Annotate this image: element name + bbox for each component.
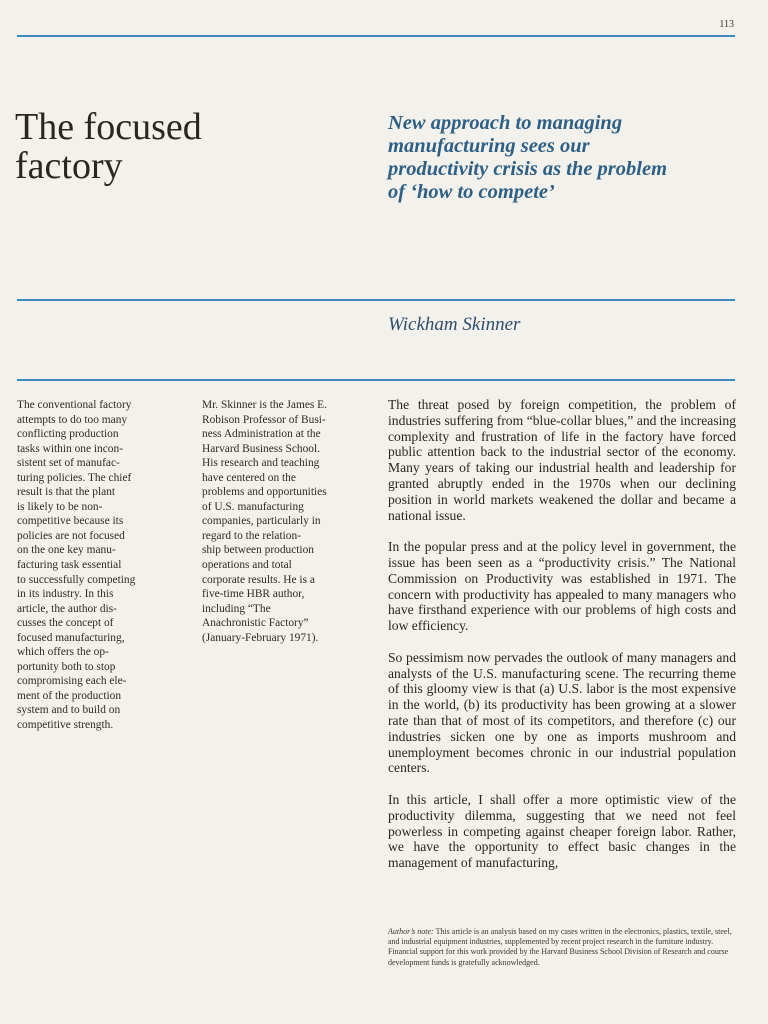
summary-line: focused manufacturing, [17,631,125,644]
bio-line: companies, particularly in [202,515,321,528]
bio-line: ness Administration at the [202,428,321,441]
top-rule [17,35,735,37]
subtitle-line: manufacturing sees our [388,135,590,157]
bio-line: operations and total [202,559,292,572]
summary-line: competitive strength. [17,719,114,732]
author-byline: Wickham Skinner [388,314,521,335]
page-number: 113 [719,19,734,30]
summary-line: which offers the op- [17,646,109,659]
author-note-text: This article is an analysis based on my cases written in the electronics, plastics, textile, steel, and industrial equipment industries, supplemented by recent project research in the furniture industry. Financial support for this work provided by the Harvard Business School Division of Research and course development funds is gratefully acknowledged. [388,927,732,967]
summary-line: compromising each ele- [17,675,127,688]
author-note [388,927,733,968]
bio-line: Robison Professor of Busi- [202,413,326,426]
summary-line: in its industry. In this [17,588,114,601]
title-line: The focused [15,106,202,148]
summary-line: competitive because its [17,515,124,528]
bio-line: ship between production [202,544,314,557]
bio-line: regard to the relation- [202,529,301,542]
bio-line: Anachronistic Factory” [202,617,309,630]
body-paragraph: So pessimism now pervades the outlook of many managers and analysts of the U.S. manufacturing scene. The recurring theme of this gloomy view is that (a) U.S. labor is the most expensive in the world, (b) its productivity has been growing at a slower rate than that of most of its competitors, and therefore (c) our industries sicken one by one as imports mushroom and unemployment becomes chronic in our industrial population centers. [388,649,736,776]
mid-rule [17,299,735,301]
summary-line: ment of the production [17,689,122,702]
bio-line: five-time HBR author, [202,588,305,601]
bio-line: Mr. Skinner is the James E. [202,399,327,411]
summary-line: portunity both to stop [17,660,116,673]
summary-line: sistent set of manufac- [17,457,120,470]
summary-line: tasks within one incon- [17,442,123,455]
bio-line: including “The [202,602,271,615]
summary-line: is likely to be non- [17,500,103,513]
summary-line: cusses the concept of [17,617,114,630]
summary-line: system and to build on [17,704,121,717]
summary-line: facturing task essential [17,559,122,572]
summary-line: result is that the plant [17,486,116,499]
summary-line: turing policies. The chief [17,471,132,484]
bio-line: corporate results. He is a [202,573,315,586]
author-bio-column [202,398,367,645]
subtitle-line: New approach to managing [388,112,623,134]
author-note-label: Author’s note: [388,927,434,936]
summary-line: to successfully competing [17,573,136,586]
summary-line: The conventional factory [17,399,132,411]
summary-line: attempts to do too many [17,413,128,426]
article-body [388,397,736,887]
summary-line: article, the author dis- [17,602,117,615]
bio-line: Harvard Business School. [202,442,321,455]
summary-line: policies are not focused [17,529,125,542]
summary-column [17,398,182,733]
summary-line: conflicting production [17,428,119,441]
bio-line: of U.S. manufacturing [202,500,304,513]
bio-line: (January-February 1971). [202,631,319,644]
subtitle-line: productivity crisis as the problem [388,158,668,180]
title-line: factory [15,145,123,187]
bio-line: have centered on the [202,471,296,484]
summary-line: on the one key manu- [17,544,116,557]
bio-line: His research and teaching [202,457,320,470]
article-subtitle [388,112,733,204]
lower-rule [17,379,735,381]
bio-line: problems and opportunities [202,486,327,499]
body-paragraph: The threat posed by foreign competition, the problem of industries suffering from “blue-collar blues,” and the increasing complexity and frustration of life in the factory have forced public attention back to the industrial sector of the economy. Many years of taking our industrial health and leadership for granted abruptly ended in the 1970s when our declining position in world markets weakened the dollar and became a national issue. [388,397,736,523]
body-paragraph: In the popular press and at the policy level in government, the issue has been seen as a “productivity crisis.” The National Commission on Productivity was established in 1971. The concern with productivity has appealed to many managers who have firsthand experience with our problems of high costs and low efficiency. [388,539,736,634]
subtitle-line: of ‘how to compete’ [388,181,555,203]
article-title [15,108,315,186]
body-paragraph: In this article, I shall offer a more optimistic view of the productivity dilemma, suggesting that we need not feel powerless in competing against cheaper foreign labor. Rather, we have the opportunity to effect basic changes in the management of manufacturing, [388,791,736,871]
